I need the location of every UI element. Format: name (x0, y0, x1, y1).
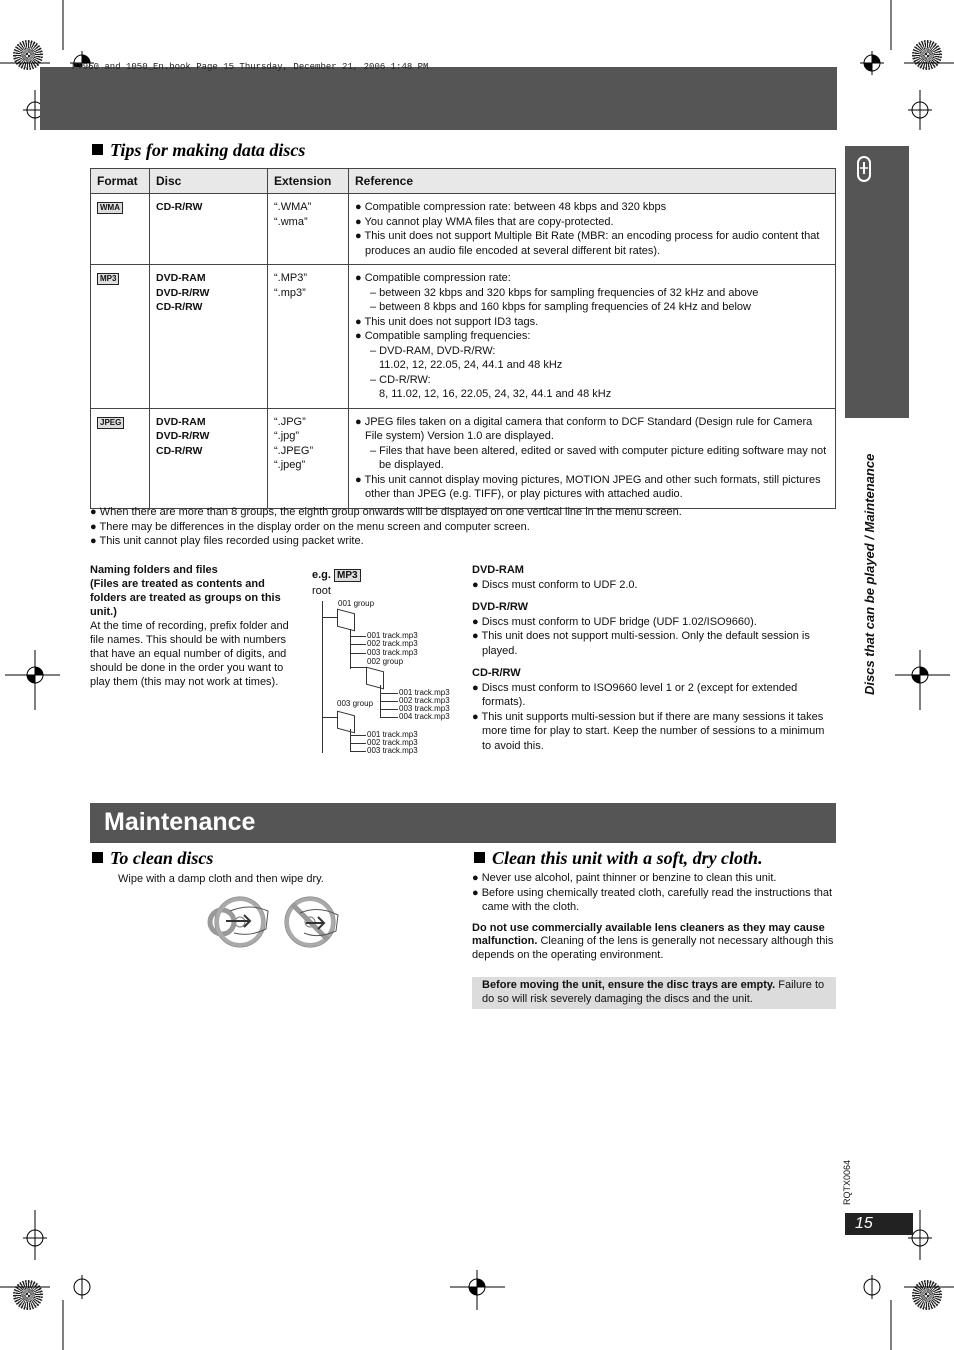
format-badge: WMA (97, 202, 123, 214)
disc-cell (150, 408, 268, 508)
reference-line: – DVD-RAM, DVD-R/RW: (370, 344, 496, 357)
table-row (91, 408, 836, 508)
disc-type: CD-R/RW (156, 444, 203, 457)
clean-unit-heading: Clean this unit with a soft, dry cloth. (474, 848, 763, 869)
disc-type: DVD-R/RW (156, 286, 210, 299)
disc-item: ● Discs must conform to UDF bridge (UDF 1.02/ISO9660). (472, 615, 757, 628)
extension-cell (268, 408, 349, 508)
header-bar (40, 67, 837, 130)
lens-cleaner-note: Do not use commercially available lens cleaners as they may cause malfunction. Cleaning of the lens is generally not necessary although this depends on the operating environment. (472, 921, 834, 961)
file-extension: “.jpeg” (274, 459, 306, 471)
file-extension: “.wma” (274, 215, 308, 228)
reference-line: ● This unit cannot display moving pictures, MOTION JPEG and other such formats, still pictures other than JPEG (e.g. TIFF), or play pictures with attached audio. (355, 473, 821, 500)
group-label: 001 group (338, 599, 375, 608)
file-extension: “.jpg” (274, 430, 300, 442)
reference-line: ● This unit does not support Multiple Bit Rate (MBR: an encoding process for audio content that produces an audio file encoded at several different bit rates). (355, 230, 820, 257)
disc-with-magnifier-icon (855, 154, 875, 188)
reference-line: ● JPEG files taken on a digital camera that conform to DCF Standard (Design rule for Camera File system) Version 1.0 are displayed. (355, 415, 813, 442)
example-label: e.g. (312, 569, 331, 581)
page-number: 15 (845, 1213, 913, 1235)
file-extension: “.MP3” (274, 272, 307, 284)
reference-line: – between 32 kbps and 320 kbps for sampling frequencies of 32 kHz and above (370, 286, 759, 299)
table-header-row (91, 169, 836, 194)
format-cell (91, 408, 150, 508)
extension-cell (268, 265, 349, 409)
clean-item: ● Before using chemically treated cloth, carefully read the instructions that came with the cloth. (472, 886, 833, 913)
disc-cell (150, 265, 268, 409)
reference-cell (349, 265, 836, 409)
clean-discs-heading: To clean discs (92, 848, 213, 869)
group-label: 002 group (367, 657, 404, 666)
column-header: Disc (150, 169, 268, 194)
track-label: 003 track.mp3 (367, 746, 418, 755)
model-code: RQTX0064 (842, 1159, 852, 1205)
reference-line: 8, 11.02, 12, 16, 22.05, 24, 32, 44.1 and 48 kHz (379, 388, 612, 400)
reference-line: ● Compatible compression rate: (355, 272, 511, 284)
disc-heading: DVD-R/RW (472, 601, 529, 613)
track-label: 002 track.mp3 (367, 639, 418, 648)
disc-cell (150, 194, 268, 265)
maintenance-title: Maintenance (104, 808, 256, 836)
file-extension: “.mp3” (274, 286, 306, 299)
reference-line: – CD-R/RW: (370, 373, 431, 386)
reference-line: – Files that have been altered, edited or saved with computer picture editing software may not be displayed. (370, 444, 827, 471)
disc-heading: CD-R/RW (472, 667, 521, 679)
reference-line: ● You cannot play WMA files that are copy-protected. (355, 215, 614, 228)
disc-item: ● This unit does not support multi-session. Only the default session is played. (472, 630, 810, 657)
disc-item: ● Discs must conform to ISO9660 level 1 or 2 (except for extended formats). (472, 681, 798, 708)
disc-requirements (472, 563, 834, 753)
disc-type: CD-R/RW (156, 301, 203, 313)
reference-line: ● This unit does not support ID3 tags. (355, 315, 539, 328)
disc-type: DVD-RAM (156, 272, 206, 284)
track-label: 001 track.mp3 (399, 688, 450, 697)
folder-icon (337, 609, 355, 632)
reference-cell (349, 194, 836, 265)
clean-unit-section (472, 871, 836, 962)
reference-line: – between 8 kbps and 160 kbps for sampling frequencies of 24 kHz and below (370, 301, 751, 313)
file-extension: “.JPG” (274, 415, 306, 428)
folder-icon (366, 667, 384, 690)
note-item: ● This unit cannot play files recorded using packet write. (90, 535, 364, 547)
reference-cell (349, 408, 836, 508)
side-tab-label: Discs that can be played / Maintenance (862, 453, 877, 695)
tips-heading-text: Tips for making data discs (110, 140, 306, 160)
naming-section (90, 563, 295, 689)
mp3-badge: MP3 (334, 569, 361, 582)
file-extension: “.WMA” (274, 201, 312, 213)
notes-list (90, 505, 830, 549)
column-header: Reference (349, 169, 836, 194)
note-item: ● When there are more than 8 groups, the eighth group onwards will be displayed on one vertical line in the menu screen. (90, 506, 682, 518)
moving-unit-warning: Before moving the unit, ensure the disc trays are empty. Failure to do so will risk severely damaging the discs and the unit. (472, 977, 836, 1009)
disc-cleaning-illustration (200, 893, 350, 951)
square-bullet-icon (92, 852, 103, 863)
root-label: root (312, 585, 331, 597)
disc-item: ● Discs must conform to UDF 2.0. (472, 578, 638, 591)
column-header: Extension (268, 169, 349, 194)
group-label: 003 group (337, 699, 374, 708)
format-badge: JPEG (97, 417, 124, 429)
clean-discs-text: Wipe with a damp cloth and then wipe dry. (118, 873, 324, 885)
file-stamp: PT950 and 1050_En.book Page 15 Thursday, December 21, 2006 1:48 PM (72, 62, 429, 72)
disc-type: CD-R/RW (156, 201, 203, 213)
disc-type: DVD-RAM (156, 415, 206, 428)
track-label: 003 track.mp3 (367, 648, 418, 657)
tips-heading (92, 140, 305, 161)
track-label: 003 track.mp3 (399, 704, 450, 713)
square-bullet-icon (474, 852, 485, 863)
track-label: 004 track.mp3 (399, 712, 450, 721)
data-disc-table (90, 168, 836, 509)
track-label: 001 track.mp3 (367, 730, 418, 739)
reference-line: ● Compatible compression rate: between 48 kbps and 320 kbps (355, 201, 667, 213)
naming-title: Naming folders and files (90, 564, 218, 576)
table-row (91, 265, 836, 409)
naming-subtitle: (Files are treated as contents and folders are treated as groups on this unit.) (90, 578, 281, 618)
reference-line: ● Compatible sampling frequencies: (355, 330, 531, 342)
clean-item: ● Never use alcohol, paint thinner or benzine to clean this unit. (472, 872, 777, 884)
naming-body: At the time of recording, prefix folder and file names. This should be with numbers that have an equal number of digits, and should be done in the order you want to play them (this may not work at times). (90, 620, 289, 688)
folder-icon (337, 711, 355, 734)
extension-cell (268, 194, 349, 265)
format-badge: MP3 (97, 273, 119, 285)
disc-heading: DVD-RAM (472, 564, 524, 576)
reference-line: 11.02, 12, 22.05, 24, 44.1 and 48 kHz (379, 359, 563, 371)
format-cell (91, 265, 150, 409)
disc-item: ● This unit supports multi-session but if there are many sessions it takes more time for play to start. Keep the number of sessions to a minimum to avoid this. (472, 710, 825, 752)
square-bullet-icon (92, 144, 103, 155)
track-label: 002 track.mp3 (367, 738, 418, 747)
track-label: 002 track.mp3 (399, 696, 450, 705)
format-cell (91, 194, 150, 265)
column-header: Format (91, 169, 150, 194)
track-label: 001 track.mp3 (367, 631, 418, 640)
folder-tree-diagram (310, 567, 460, 767)
table-row (91, 194, 836, 265)
note-item: ● There may be differences in the display order on the menu screen and computer screen. (90, 520, 530, 533)
side-tab (845, 146, 909, 418)
file-extension: “.JPEG” (274, 444, 314, 457)
disc-type: DVD-R/RW (156, 430, 210, 442)
